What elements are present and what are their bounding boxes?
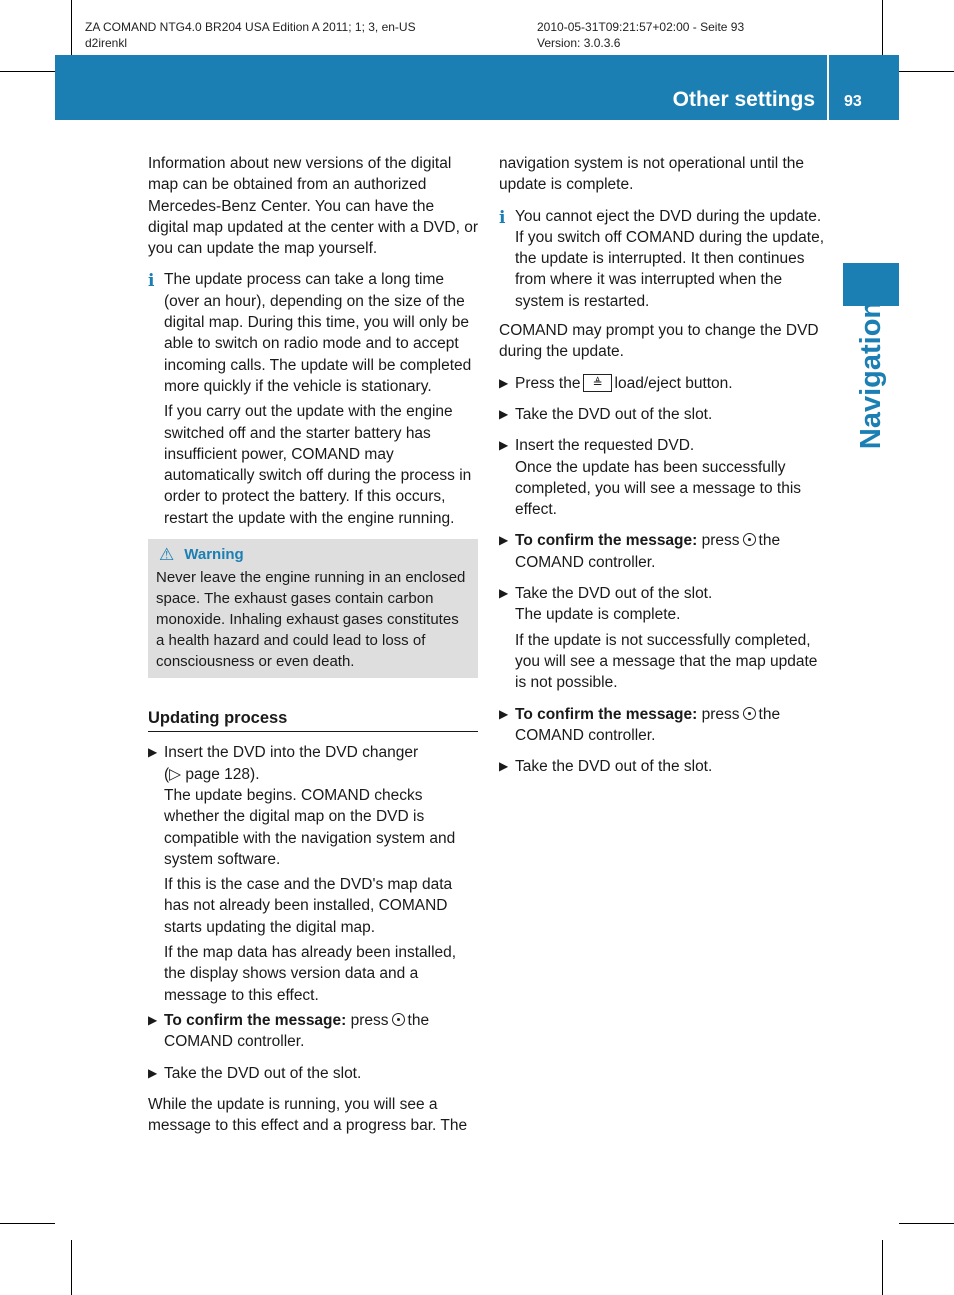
crop-mark (882, 0, 883, 55)
step-text: press (701, 532, 740, 550)
info-icon: i (148, 271, 155, 292)
right-column (499, 153, 831, 787)
step-label: To confirm the message: (164, 1011, 347, 1029)
page-number: 93 (844, 93, 862, 110)
step-text: Take the DVD out of the slot. (515, 405, 713, 423)
info-note (499, 206, 831, 312)
step-label: To confirm the message: (515, 532, 698, 550)
step-arrow-icon: ▶ (148, 1012, 158, 1027)
crop-mark (882, 1240, 883, 1295)
section-header-bar (55, 55, 899, 120)
step-result: The update is complete. (515, 606, 681, 624)
step-arrow-icon: ▶ (499, 759, 509, 774)
instruction-step (148, 1010, 478, 1053)
meta-line: 2010-05-31T09:21:57+02:00 - Seite 93 (537, 20, 745, 34)
step-text: Press the (515, 374, 581, 392)
instruction-step (148, 1063, 478, 1084)
intro-paragraph: Information about new versions of the digital map can be obtained from an authorized Mercedes-Benz Center. You can have the digital map updated at the center with a DVD, or you can update the map yourself. (148, 155, 478, 258)
step-result: Once the update has been successfully completed, you will see a message to this effect. (515, 458, 802, 519)
instruction-step (499, 373, 831, 394)
crop-mark (0, 71, 55, 72)
chapter-label: Navigation (855, 300, 887, 450)
controller-press-icon (743, 533, 756, 546)
step-arrow-icon: ▶ (499, 375, 509, 390)
step-text: press (701, 705, 740, 723)
step-text: Take the DVD out of the slot. (515, 585, 713, 603)
info-continuation: If you carry out the update with the engine switched off and the starter battery has insufficient power, COMAND may automatically switch off during the process in order to protect the battery. If this occurs, restart the update with the engine running. (164, 403, 472, 527)
instruction-step (499, 530, 831, 573)
eject-icon: ≜ (583, 374, 611, 392)
meta-line: d2irenkl (85, 36, 128, 50)
section-heading: Updating process (148, 708, 478, 732)
step-arrow-icon: ▶ (148, 1065, 158, 1080)
warning-header (156, 544, 470, 565)
section-title: Other settings (672, 88, 815, 111)
step-arrow-icon: ▶ (499, 533, 509, 548)
step-label: To confirm the message: (515, 705, 698, 723)
info-note (148, 269, 478, 397)
step-text: press (350, 1011, 389, 1029)
step-paragraph: If the update is not successfully completed, you will see a message that the map update is not possible. (515, 631, 818, 692)
info-icon: i (499, 207, 506, 228)
header-divider (827, 55, 829, 120)
step-text: the COMAND controller. (164, 1011, 430, 1051)
instruction-step (499, 756, 831, 777)
crop-mark (0, 1223, 55, 1224)
warning-title: Warning (184, 546, 244, 564)
step-text: Take the DVD out of the slot. (164, 1064, 362, 1082)
step-text: the COMAND controller. (515, 705, 781, 744)
instruction-step (499, 583, 831, 626)
print-meta-right (537, 19, 744, 51)
step-text: the COMAND controller. (515, 532, 781, 571)
step-result: The update begins. COMAND checks whether the digital map on the DVD is compatible with the navigation system and system software. (164, 786, 456, 868)
step-paragraph: If the map data has already been installed, the display shows version data and a message to this effect. (164, 944, 457, 1004)
warning-triangle-icon: ⚠ (159, 545, 175, 565)
meta-line: Version: 3.0.3.6 (537, 36, 621, 50)
info-text: The update process can take a long time (over an hour), depending on the size of the digital map. During this time, you will only be able to switch on radio mode and to accept incoming calls. The update will be completed more quickly if the vehicle is stationary. (164, 271, 472, 395)
step-arrow-icon: ▶ (148, 745, 158, 760)
crop-mark (71, 0, 72, 55)
step-arrow-icon: ▶ (499, 406, 509, 421)
step-paragraph: If this is the case and the DVD's map data has not already been installed, COMAND starts updating the digital map. (164, 876, 453, 936)
instruction-step (499, 704, 831, 747)
info-text: You cannot eject the DVD during the update. If you switch off COMAND during the update, the update is interrupted. It then continues from where it was interrupted when the system is restarted. (515, 207, 825, 310)
step-text: Insert the DVD into the DVD changer (164, 744, 419, 762)
meta-line: ZA COMAND NTG4.0 BR204 USA Edition A 2011; 1; 3, en-US (85, 20, 416, 34)
step-text: Take the DVD out of the slot. (515, 758, 713, 776)
controller-press-icon (743, 707, 756, 720)
instruction-step (499, 404, 831, 425)
warning-box (148, 539, 478, 678)
step-arrow-icon: ▶ (499, 586, 509, 601)
page-reference: (▷ page 128). (164, 765, 260, 783)
step-arrow-icon: ▶ (499, 706, 509, 721)
continued-paragraph: navigation system is not operational until the update is complete. (499, 155, 805, 194)
crop-mark (71, 1240, 72, 1295)
step-text: Insert the requested DVD. (515, 437, 695, 455)
closing-paragraph: While the update is running, you will see a message to this effect and a progress bar. The (148, 1095, 468, 1135)
step-text: load/eject button. (614, 374, 733, 392)
crop-mark (899, 1223, 954, 1224)
instruction-step (499, 435, 831, 520)
prompt-paragraph: COMAND may prompt you to change the DVD during the update. (499, 322, 819, 361)
left-column (148, 153, 478, 1146)
warning-text: Never leave the engine running in an enclosed space. The exhaust gases contain carbon monoxide. Inhaling exhaust gases constitutes a health hazard and could lead to loss of consciousness or even death. (156, 569, 466, 671)
step-arrow-icon: ▶ (499, 438, 509, 453)
instruction-step (148, 742, 478, 870)
print-meta-left (85, 19, 416, 51)
controller-press-icon (392, 1013, 405, 1026)
crop-mark (899, 71, 954, 72)
